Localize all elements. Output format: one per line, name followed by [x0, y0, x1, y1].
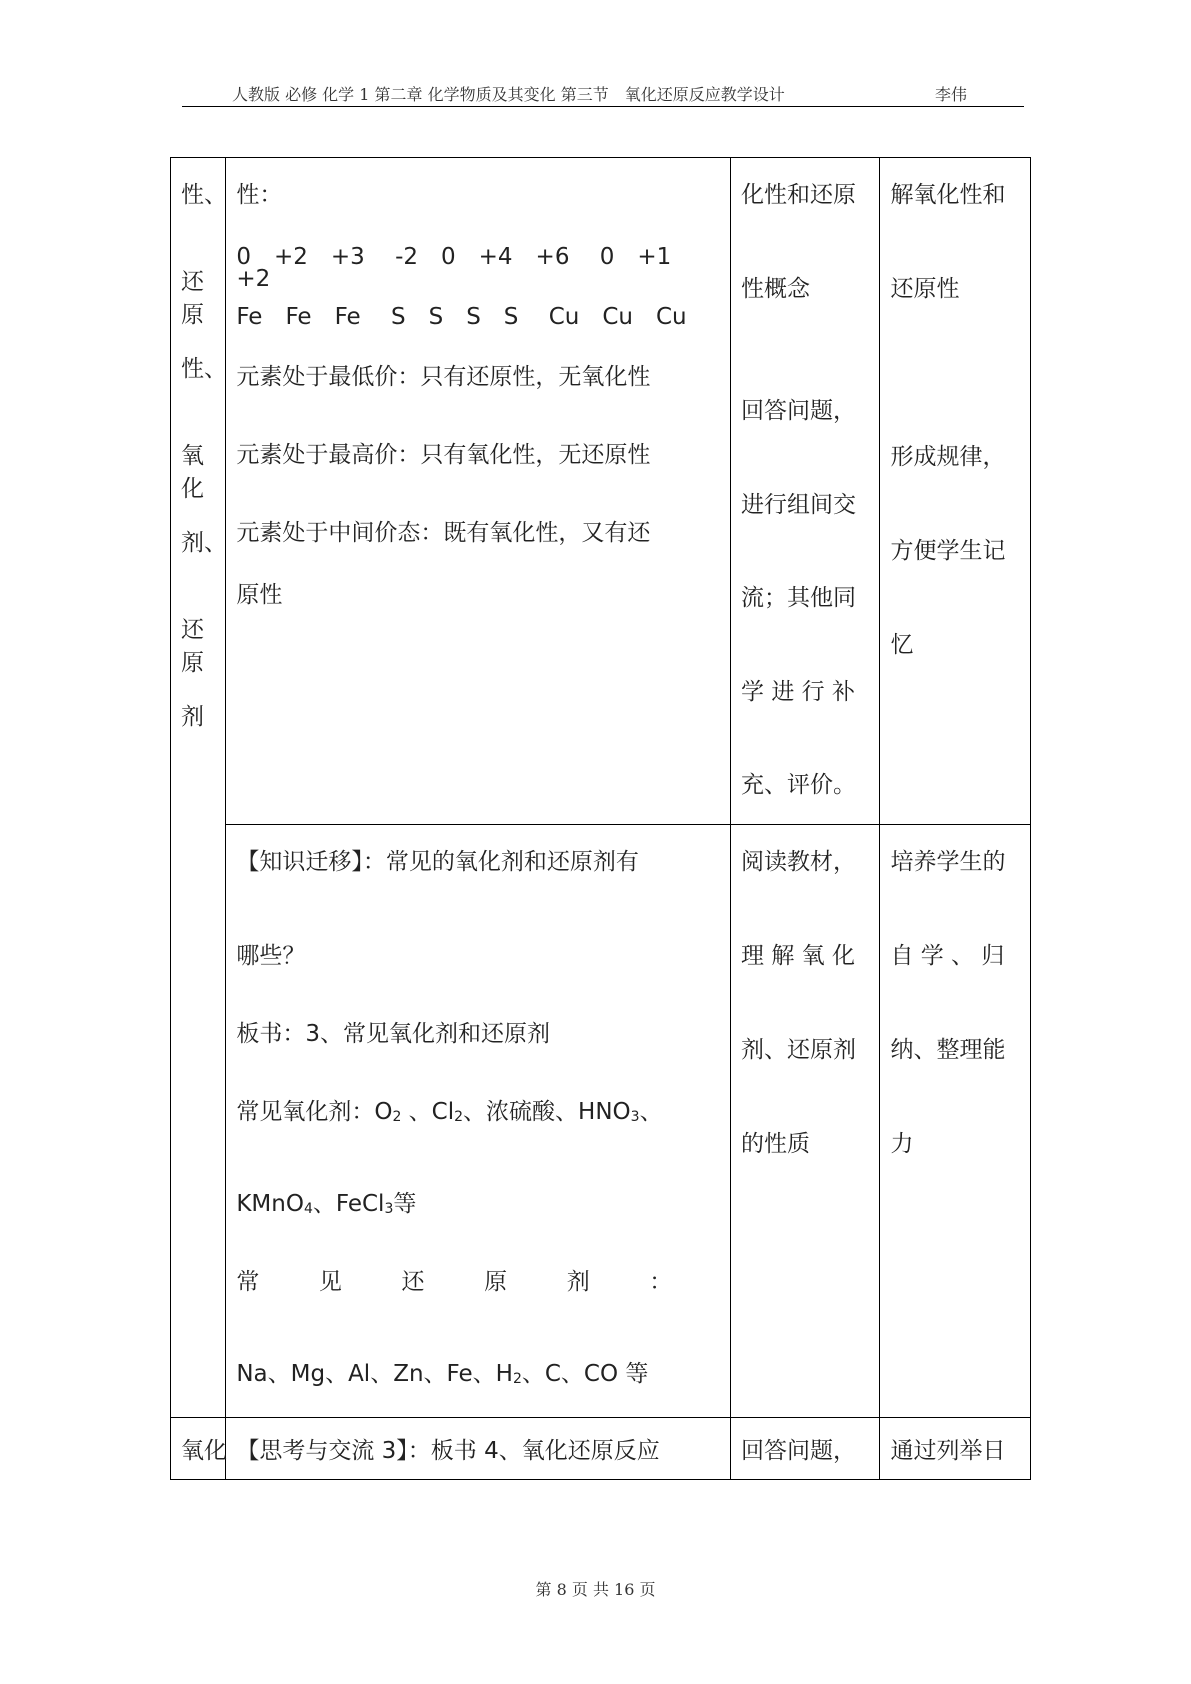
oxidizer-text: KMnO	[236, 1191, 304, 1217]
table-row	[171, 158, 1031, 825]
subscript: 2	[454, 1109, 464, 1125]
board-note: 板书：3、常见氧化剂和还原剂	[236, 1021, 550, 1047]
topic-line: 还原	[181, 617, 204, 676]
student-line: 进行组间交	[741, 492, 857, 518]
purpose-line: 忆	[890, 632, 914, 658]
label-char: 见	[318, 1269, 342, 1295]
question-text: 【思考与交流 3】：板书 4、氧化还原反应	[236, 1438, 660, 1464]
topic-line: 还原	[181, 269, 204, 328]
label-char: 剂	[566, 1269, 590, 1295]
topic-line: 性、	[181, 356, 227, 382]
purpose-line: 通过列举日	[890, 1438, 1006, 1464]
subscript: 3	[384, 1201, 394, 1217]
topic-line: 氧化	[181, 1438, 227, 1464]
label-char: ：	[649, 1269, 673, 1295]
oxidizer-text: 、浓硫酸、HNO	[463, 1099, 631, 1125]
intro-text: 性：	[236, 182, 283, 208]
page-header	[182, 82, 1024, 107]
subscript: 3	[630, 1109, 640, 1125]
topic-cell	[171, 158, 226, 1418]
reducers-label	[236, 1263, 672, 1296]
topic-line: 剂、	[181, 530, 227, 556]
student-activity-cell	[731, 825, 880, 1418]
teacher-activity-cell	[226, 825, 731, 1418]
student-line: 充、评价。	[741, 772, 857, 798]
teacher-activity-cell	[226, 1418, 731, 1480]
rule-highest: 元素处于最高价：只有氧化性，无还原性	[236, 442, 651, 468]
oxidizers-line-cont	[236, 1185, 416, 1218]
header-author: 李伟	[935, 85, 968, 104]
oxidizer-text: 、Cl	[401, 1099, 455, 1125]
reducer-text: 、C、CO 等	[521, 1361, 649, 1387]
valency-numbers: 0 +2 +3 -2 0 +4 +6 0 +1	[236, 244, 672, 270]
purpose-line: 自 学 、 归	[890, 943, 1005, 969]
purpose-line: 培养学生的	[890, 849, 1006, 875]
purpose-line: 方便学生记	[890, 538, 1006, 564]
subscript: 2	[392, 1109, 402, 1125]
student-line: 回答问题，	[741, 1438, 857, 1464]
purpose-line: 纳、整理能	[890, 1037, 1006, 1063]
table-row	[171, 825, 1031, 1418]
purpose-line: 还原性	[890, 276, 960, 302]
label-char: 原	[484, 1269, 508, 1295]
design-purpose-cell	[880, 1418, 1031, 1480]
header-title: 人教版 必修 化学 1 第二章 化学物质及其变化 第三节 氧化还原反应教学设计	[232, 85, 785, 104]
design-purpose-cell	[880, 158, 1031, 825]
reducer-text: Na、Mg、Al、Zn、Fe、H	[236, 1361, 513, 1387]
subscript: 4	[303, 1201, 313, 1217]
question-text: 【知识迁移】：常见的氧化剂和还原剂有	[236, 849, 639, 875]
design-purpose-cell	[880, 825, 1031, 1418]
student-line: 理 解 氧 化	[741, 943, 855, 969]
label-char: 常	[236, 1269, 260, 1295]
purpose-line: 形成规律，	[890, 444, 1006, 470]
teacher-activity-cell	[226, 158, 731, 825]
valency-elements: Fe Fe Fe S S S S Cu Cu Cu	[236, 304, 687, 330]
lesson-table	[170, 157, 1031, 1480]
topic-line: 剂	[181, 704, 204, 730]
reducers-list	[236, 1355, 648, 1388]
oxidizer-text: 、	[639, 1099, 663, 1125]
label-char: 还	[401, 1269, 425, 1295]
question-text-cont: 哪些？	[236, 943, 306, 969]
rule-middle-cont: 原性	[236, 582, 283, 608]
topic-line: 性、	[181, 182, 227, 208]
rule-middle: 元素处于中间价态：既有氧化性，又有还	[236, 520, 651, 546]
oxidizer-text: 、FeCl	[312, 1191, 385, 1217]
oxidizers-label: 常见氧化剂：O	[236, 1099, 393, 1125]
student-line: 流；其他同	[741, 585, 857, 611]
purpose-line: 解氧化性和	[890, 182, 1006, 208]
oxidizers-line	[236, 1093, 662, 1126]
page-footer: 第 8 页 共 16 页	[535, 1580, 656, 1599]
student-line: 化性和还原	[741, 182, 857, 208]
student-line: 剂、还原剂	[741, 1037, 857, 1063]
student-activity-cell	[731, 1418, 880, 1480]
topic-line: 氧化	[181, 443, 204, 502]
student-line: 的性质	[741, 1131, 811, 1157]
student-line: 学 进 行 补	[741, 679, 855, 705]
student-activity-cell	[731, 158, 880, 825]
table-row	[171, 1418, 1031, 1480]
student-line: 回答问题，	[741, 398, 857, 424]
topic-cell	[171, 1418, 226, 1480]
student-line: 阅读教材，	[741, 849, 857, 875]
valency-numbers-wrap: +2	[236, 266, 271, 292]
purpose-line: 力	[890, 1131, 914, 1157]
rule-lowest: 元素处于最低价：只有还原性，无氧化性	[236, 364, 651, 390]
student-line: 性概念	[741, 276, 811, 302]
subscript: 2	[512, 1371, 522, 1387]
oxidizer-text: 等	[393, 1191, 417, 1217]
